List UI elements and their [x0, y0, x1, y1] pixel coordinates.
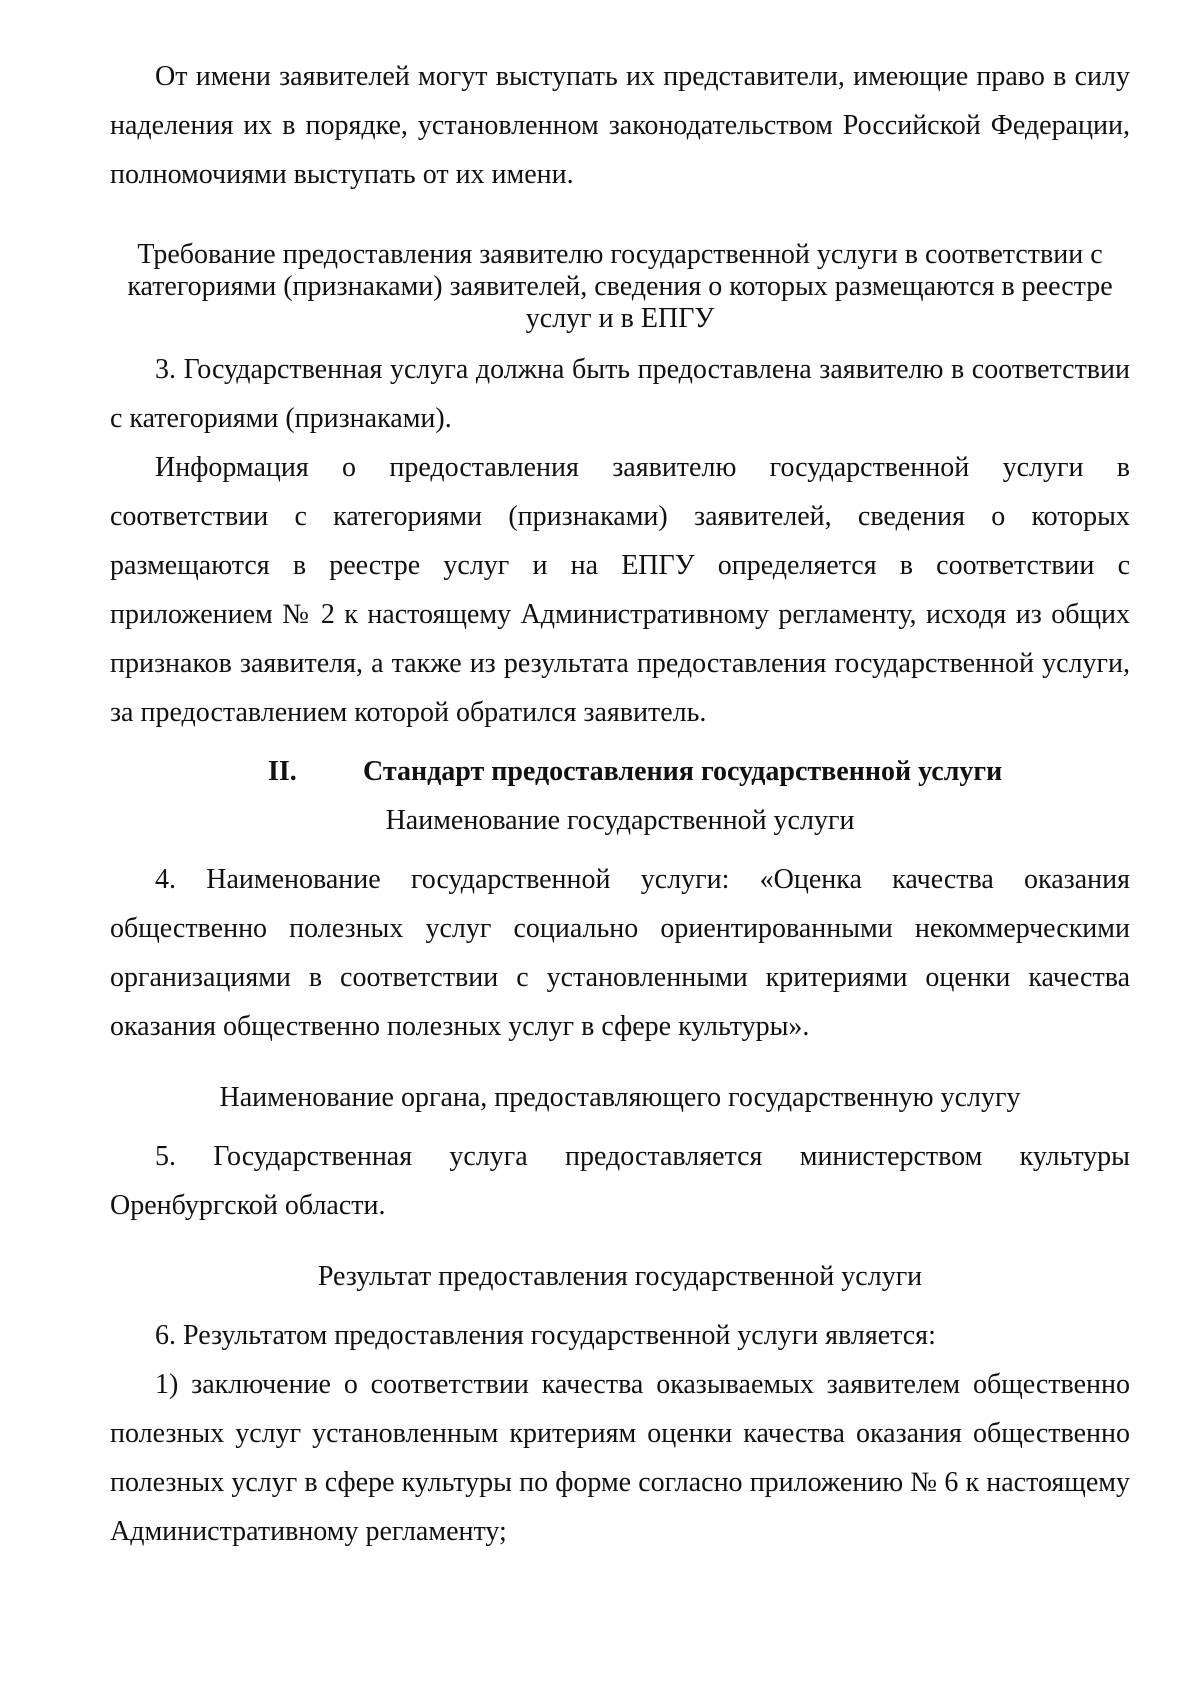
heading-requirement: Требование предоставления заявителю государственной услуги в соответствии с категориями (признаками) заявителей, сведения о которых размещаются в реестре услуг и в ЕПГУ	[127, 239, 1113, 334]
paragraph-info: Информация о предоставления заявителю государственной услуги в соответствии с категориями (признаками) заявителей, сведения о которых размещаются в реестре услуг и на ЕПГУ определяется в соответствии с приложением № 2 к настоящему Административному регламенту, исходя из общих признаков заявителя, а также из результата предоставления государственной услуги, за предоставлением которой обратился заявитель.	[110, 452, 1130, 728]
section-title: Стандарт предоставления государственной услуги	[363, 756, 1003, 787]
paragraph-4: 4. Наименование государственной услуги: «Оценка качества оказания общественно полезных услуг социально ориентированными некоммерческими организациями в соответствии с установленными критериями оценки качества оказания общественно полезных услуг в сфере культуры».	[110, 864, 1130, 1042]
paragraph-6-1: 1) заключение о соответствии качества оказываемых заявителем общественно полезных услуг установленным критериям оценки качества оказания общественно полезных услуг в сфере культуры по форме согласно приложению № 6 к настоящему Административному регламенту;	[110, 1369, 1130, 1547]
section-number: II.	[268, 756, 297, 787]
paragraph-6: 6. Результатом предоставления государственной услуги является:	[155, 1320, 936, 1351]
heading-service-name: Наименование государственной услуги	[385, 805, 855, 836]
section-heading	[110, 747, 1130, 796]
paragraph-representatives: От имени заявителей могут выступать их представители, имеющие право в силу наделения их в порядке, установленном законодательством Российской Федерации, полномочиями выступать от их имени.	[110, 61, 1130, 190]
heading-organ: Наименование органа, предоставляющего государственную услугу	[219, 1082, 1021, 1113]
heading-result: Результат предоставления государственной услуги	[317, 1261, 923, 1292]
paragraph-5: 5. Государственная услуга предоставляется министерством культуры Оренбургской области.	[110, 1141, 1130, 1221]
paragraph-3: 3. Государственная услуга должна быть предоставлена заявителю в соответствии с категориями (признаками).	[110, 354, 1130, 434]
document-page	[110, 52, 1130, 1556]
